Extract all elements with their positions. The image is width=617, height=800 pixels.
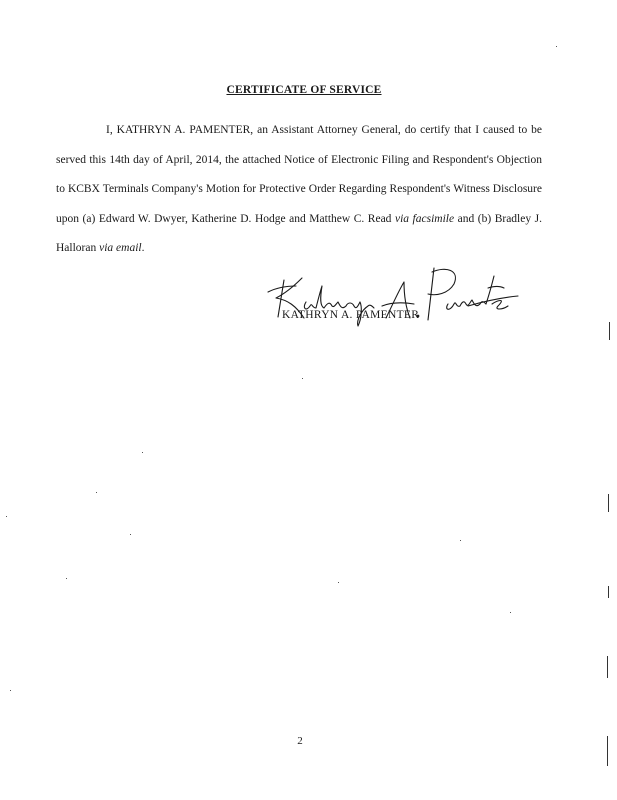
scan-speck xyxy=(142,452,143,453)
scan-speck xyxy=(130,534,131,535)
page-title: CERTIFICATE OF SERVICE xyxy=(226,84,382,96)
scan-edge-line xyxy=(607,736,608,766)
scan-speck xyxy=(10,690,11,691)
scan-edge-line xyxy=(609,322,610,340)
scan-speck xyxy=(96,492,97,493)
signer-name: KATHRYN A. PAMENTER xyxy=(282,309,420,321)
handwritten-signature xyxy=(262,262,522,332)
scan-edge-line xyxy=(608,494,609,512)
scan-speck xyxy=(302,378,303,379)
certificate-paragraph xyxy=(56,116,542,264)
scan-speck xyxy=(6,516,7,517)
scan-edge-line xyxy=(608,586,609,598)
paragraph-text-part3: . xyxy=(141,242,145,254)
scan-speck xyxy=(510,612,511,613)
scan-speck xyxy=(556,46,557,47)
scan-speck xyxy=(338,582,339,583)
paragraph-text-part2: and (b) Bradley J. Halloran xyxy=(56,212,542,254)
page-number: 2 xyxy=(297,735,303,747)
paragraph-text-part1: I, KATHRYN A. PAMENTER, an Assistant Attorney General, do certify that I caused to be served this 14th day of April, 2014, the attached Notice of Electronic Filing and Respondent's Objection to KCBX Terminals Company's Motion for Protective Order Regarding Respondent's Witness Disclosure upon (a) Edward W. Dwyer, Katherine D. Hodge and Matthew C. Read xyxy=(56,124,542,225)
scan-speck xyxy=(66,578,67,579)
via-email-text: via email xyxy=(99,242,142,254)
scan-edge-line xyxy=(607,656,608,678)
scan-speck xyxy=(460,540,461,541)
via-facsimile-text: via facsimile xyxy=(394,212,455,225)
